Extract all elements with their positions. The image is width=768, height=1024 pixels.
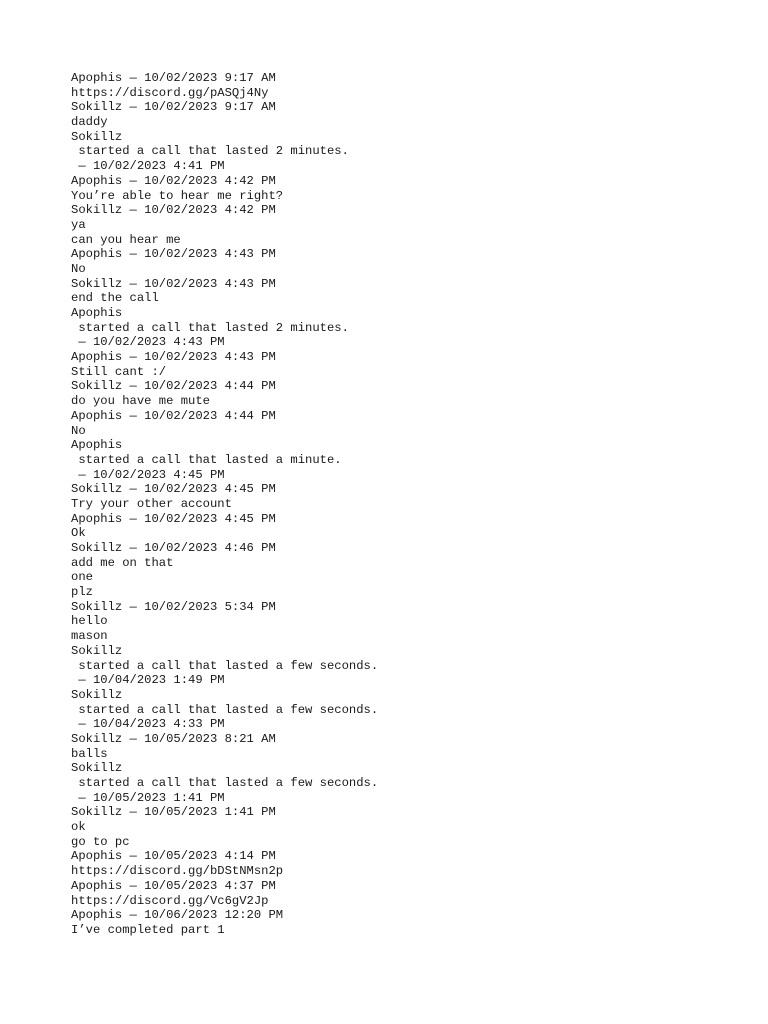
chat-log-line: Apophis — 10/05/2023 4:14 PM bbox=[71, 849, 276, 864]
chat-log-line: Apophis — 10/02/2023 4:42 PM bbox=[71, 173, 276, 188]
chat-log-line: Ok bbox=[71, 526, 86, 541]
chat-log-line: Try your other account bbox=[71, 496, 232, 511]
chat-log-line: — 10/02/2023 4:43 PM bbox=[71, 335, 225, 350]
chat-log-line: started a call that lasted a few seconds. bbox=[71, 776, 379, 790]
chat-log-line: add me on that bbox=[71, 555, 174, 570]
chat-log-line: ya bbox=[71, 217, 86, 232]
chat-log-line: You’re able to hear me right? bbox=[71, 188, 284, 203]
chat-log-document bbox=[71, 71, 751, 938]
chat-log-line: mason bbox=[71, 629, 108, 644]
chat-log-line: — 10/02/2023 4:41 PM bbox=[71, 159, 225, 174]
chat-log-line: started a call that lasted 2 minutes. bbox=[71, 144, 349, 159]
chat-log-line: https://discord.gg/pASQj4Ny bbox=[71, 85, 269, 100]
chat-log-line: Sokillz — 10/05/2023 1:41 PM bbox=[71, 805, 276, 820]
chat-log-line: Apophis bbox=[71, 438, 123, 453]
chat-log-line: No bbox=[71, 423, 86, 438]
chat-log-line: Sokillz — 10/02/2023 4:45 PM bbox=[71, 482, 276, 497]
chat-log-line: I’ve completed part 1 bbox=[71, 922, 225, 937]
chat-log-line: — 10/04/2023 4:33 PM bbox=[71, 717, 225, 732]
chat-log-line: Sokillz bbox=[71, 643, 123, 658]
chat-log-line: started a call that lasted a few seconds. bbox=[71, 658, 379, 673]
chat-log-line: end the call bbox=[71, 291, 159, 306]
chat-log-line: Apophis — 10/02/2023 4:43 PM bbox=[71, 350, 276, 365]
chat-log-line: Sokillz — 10/02/2023 4:44 PM bbox=[71, 379, 276, 394]
chat-log-line: Sokillz bbox=[71, 761, 123, 776]
chat-log-line: Apophis — 10/02/2023 4:43 PM bbox=[71, 247, 276, 262]
chat-log-line: Sokillz bbox=[71, 129, 123, 144]
chat-log-line: Apophis — 10/05/2023 4:37 PM bbox=[71, 878, 276, 893]
chat-log-line: Sokillz — 10/02/2023 4:42 PM bbox=[71, 203, 276, 218]
chat-log-line: — 10/04/2023 1:49 PM bbox=[71, 673, 225, 688]
chat-log-line: daddy bbox=[71, 115, 108, 130]
chat-log-line: Apophis — 10/02/2023 4:45 PM bbox=[71, 511, 276, 526]
chat-log-line: started a call that lasted a minute. bbox=[71, 452, 342, 467]
chat-log-line: Apophis — 10/06/2023 12:20 PM bbox=[71, 908, 284, 923]
chat-log-line: — 10/05/2023 1:41 PM bbox=[71, 790, 225, 805]
chat-log-line: Sokillz — 10/05/2023 8:21 AM bbox=[71, 731, 276, 746]
chat-log-line: https://discord.gg/Vc6gV2Jp bbox=[71, 893, 269, 908]
chat-log-line: started a call that lasted a few seconds. bbox=[71, 702, 379, 717]
chat-log-line: plz bbox=[71, 585, 93, 600]
chat-log-line: balls bbox=[71, 746, 108, 761]
chat-log-line: — 10/02/2023 4:45 PM bbox=[71, 467, 225, 482]
chat-log-line: Sokillz — 10/02/2023 4:43 PM bbox=[71, 276, 276, 291]
chat-log-line: Sokillz — 10/02/2023 9:17 AM bbox=[71, 100, 276, 115]
chat-log-line: one bbox=[71, 570, 93, 585]
chat-log-line: Sokillz bbox=[71, 687, 123, 702]
chat-log-line: Sokillz — 10/02/2023 4:46 PM bbox=[71, 541, 276, 555]
chat-log-line: Sokillz — 10/02/2023 5:34 PM bbox=[71, 599, 276, 614]
chat-log-line: No bbox=[71, 261, 86, 276]
chat-log-line: ok bbox=[71, 820, 86, 835]
chat-log-line: https://discord.gg/bDStNMsn2p bbox=[71, 864, 284, 879]
chat-log-line: do you have me mute bbox=[71, 394, 210, 409]
chat-log-line: go to pc bbox=[71, 834, 130, 849]
chat-log-line: Still cant :/ bbox=[71, 364, 167, 379]
chat-log-line: started a call that lasted 2 minutes. bbox=[71, 320, 349, 335]
chat-log-line: Apophis — 10/02/2023 4:44 PM bbox=[71, 408, 276, 423]
chat-log-line: hello bbox=[71, 614, 108, 629]
chat-log-line: Apophis — 10/02/2023 9:17 AM bbox=[71, 71, 276, 85]
chat-log-line: Apophis bbox=[71, 306, 123, 320]
chat-log-line: can you hear me bbox=[71, 232, 181, 247]
